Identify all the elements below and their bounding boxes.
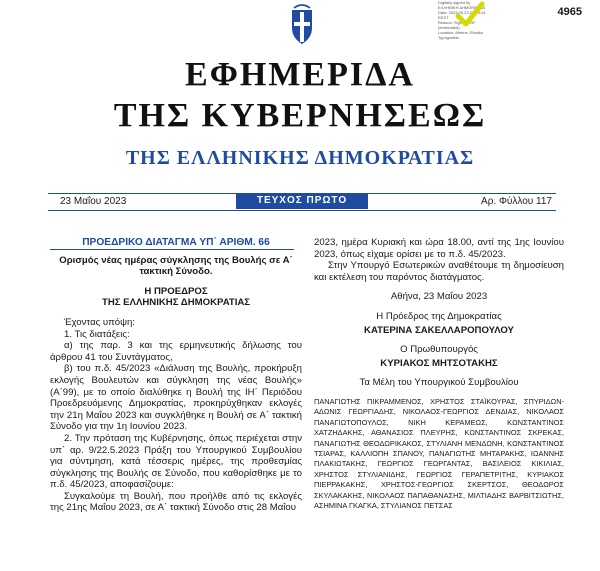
signature-line: Location: Athens, Ethniko	[438, 30, 484, 35]
president-role: Η Πρόεδρος της Δημοκρατίας	[376, 310, 502, 322]
continuation-paragraph: 2023, ημέρα Κυριακή και ώρα 18.00, αντί της 1ης Ιουνίου 2023, όπως είχαμε ορίσει με το π.δ. 45/2023.	[314, 237, 564, 260]
pm-role: Ο Πρωθυπουργός	[400, 344, 478, 356]
sheet-number: Αρ. Φύλλου 117	[481, 196, 552, 207]
signature-check-icon	[452, 0, 486, 28]
decree-subject: Ορισμός νέας ημέρας σύγκλησης της Βουλής σε Α΄ τακτική Σύνοδο.	[59, 254, 293, 278]
cabinet-names: ΠΑΝΑΓΙΩΤΗΣ ΠΙΚΡΑΜΜΕΝΟΣ, ΧΡΗΣΤΟΣ ΣΤΑΪΚΟΥΡΑΣ, ΣΠΥΡΙΔΩΝ-ΑΔΩΝΙΣ ΓΕΩΡΓΙΑΔΗΣ, ΝΙΚΟΛΑΟΣ-ΓΕΩΡΓΙΟΣ ΔΕΝΔΙΑΣ, ΝΙΚΟΛΑΟΣ ΠΑΝΑΓΙΩΤΟΠΟΥΛΟΣ, ΝΙΚΗ ΚΕΡΑΜΕΩΣ, ΚΩΝΣΤΑΝΤΙΝΟΣ ΧΑΤΖΗΔΑΚΗΣ, ΑΘΑΝΑΣΙΟΣ ΠΛΕΥΡΗΣ, ΚΩΝΣΤΑΝΤΙΝΟΣ ΣΚΡΕΚΑΣ, ΠΑΝΑΓΙΩΤΗΣ ΘΕΟΔΩΡΙΚΑΚΟΣ, ΣΤΥΛΙΑΝΗ ΜΕΝΔΩΝΗ, ΚΩΝΣΤΑΝΤΙΝΟΣ ΤΣΙΑΡΑΣ, ΚΑΛΛΙΟΠΗ ΣΠΑΝΟΥ, ΠΑΝΑΓΙΩΤΗΣ ΜΗΤΑΡΑΚΗΣ, ΙΩΑΝΝΗΣ ΠΛΑΚΙΩΤΑΚΗΣ, ΓΕΩΡΓΙΟΣ ΓΕΩΡΓΑΝΤΑΣ, ΒΑΣΙΛΕΙΟΣ ΚΙΚΙΛΙΑΣ, ΧΡΗΣΤΟΣ ΣΤΥΛΙΑΝΙΔΗΣ, ΓΕΩΡΓΙΟΣ ΓΕΡΑΠΕΤΡΙΤΗΣ, ΚΥΡΙΑΚΟΣ ΠΙΕΡΡΑΚΑΚΗΣ, ΧΡΗΣΤΟΣ-ΓΕΩΡΓΙΟΣ ΣΚΕΡΤΣΟΣ, ΘΕΟΔΩΡΟΣ ΣΚΥΛΑΚΑΚΗΣ, ΝΙΚΟΛΑΟΣ ΠΑΠΑΘΑΝΑΣΗΣ, ΜΙΛΤΙΑΔΗΣ ΒΑΡΒΙΤΣΙΩΤΗΣ, ΑΣΗΜΙΝΑ ΓΚΑΓΚΑ, ΣΤΥΛΙΑΝΟΣ ΠΕΤΣΑΣ	[314, 396, 564, 510]
pm-name: ΚΥΡΙΑΚΟΣ ΜΗΤΣΟΤΑΚΗΣ	[380, 357, 498, 369]
greek-coat-of-arms-icon	[289, 2, 315, 46]
legal-item: β) του π.δ. 45/2023 «Διάλυση της Βουλής, προκήρυξη εκλογής Βουλευτών και σύγκληση της νέας Βουλής» (Α΄99), με το οποίο διαλύθηκε η Βουλή της ΙΗ΄ Περιόδου Προεδρευόμενης Δημοκρατίας, προκηρύχθηκαν εκλογές την 21η Μαΐου 2023 και συγκλήθηκε η Βουλή σε Α΄ τακτική Σύνοδο για την 1η Ιουνίου 2023.	[50, 363, 302, 433]
signature-line: EEST	[438, 15, 449, 20]
legal-item: 2. Την πρόταση της Κυβέρνησης, όπως περιέχεται στην υπ΄ αρ. 9/22.5.2023 Πράξη του Υπουργικού Συμβουλίου για σύντμηση, κατά τέσσερις ημέρες, της προθεσμίας σύγκλησης της Βουλής σε Σύνοδο, που καθορίσθηκε με το π.δ. 45/2023, αποφασίζουμε:	[50, 432, 302, 491]
president-heading-2: ΤΗΣ ΕΛΛΗΝΙΚΗΣ ΔΗΜΟΚΡΑΤΙΑΣ	[101, 297, 251, 309]
page-number: 4965	[557, 6, 582, 18]
signature-line: (embedded)	[438, 25, 460, 30]
signature-line: Reason: Signed PDF	[438, 20, 476, 25]
signature-line: ΕΛΛΗΝΙΚΗ ΔΗΜΟΚΡΑΤΙΑ	[438, 5, 485, 10]
assignment-paragraph: Στην Υπουργό Εσωτερικών αναθέτουμε τη δημοσίευση και εκτέλεση του παρόντος διατάγματος.	[314, 260, 564, 283]
signature-line: Digitally signed by	[438, 0, 471, 5]
issue-type-badge: ΤΕΥΧΟΣ ΠΡΩΤΟ	[236, 193, 368, 209]
masthead-title-line2: ΤΗΣ ΚΥΒΕΡΝΗΣΕΩΣ	[113, 97, 487, 134]
masthead-title-line1: ΕΦΗΜΕΡΙΔΑ	[185, 56, 415, 93]
masthead-subtitle: ΤΗΣ ΕΛΛΗΝΙΚΗΣ ΔΗΜΟΚΡΑΤΙΑΣ	[125, 147, 475, 169]
decree-title: ΠΡΟΕΔΡΙΚΟ ΔΙΑΤΑΓΜΑ ΥΠ΄ ΑΡΙΘΜ. 66	[82, 237, 270, 248]
place-date: Αθήνα, 23 Μαΐου 2023	[390, 291, 488, 303]
president-name: ΚΑΤΕΡΙΝΑ ΣΑΚΕΛΛΑΡΟΠΟΥΛΟΥ	[364, 324, 514, 336]
decision-paragraph: Συγκαλούμε τη Βουλή, που προήλθε από τις εκλογές της 21ης Μαΐου 2023, σε Α΄ τακτική Σύνοδο στις 28 Μαΐου	[50, 490, 302, 514]
decree-title-underline	[50, 249, 294, 250]
considering-label: Έχοντας υπόψη:	[64, 316, 135, 328]
cabinet-label: Τα Μέλη του Υπουργικού Συμβουλίου	[359, 377, 519, 389]
signature-line: Typografeio	[438, 35, 459, 40]
right-column	[314, 237, 564, 511]
legal-item: 1. Τις διατάξεις:	[64, 328, 130, 340]
legal-item: α) της παρ. 3 και της ερμηνευτικής δήλωσης του άρθρου 41 του Συντάγματος,	[50, 340, 302, 363]
signature-line: Date: 2023.05.23 21:13:14	[438, 10, 486, 15]
left-column	[50, 237, 302, 514]
issue-date: 23 Μαΐου 2023	[60, 196, 127, 207]
president-heading: Η ΠΡΟΕΔΡΟΣ	[144, 285, 208, 297]
